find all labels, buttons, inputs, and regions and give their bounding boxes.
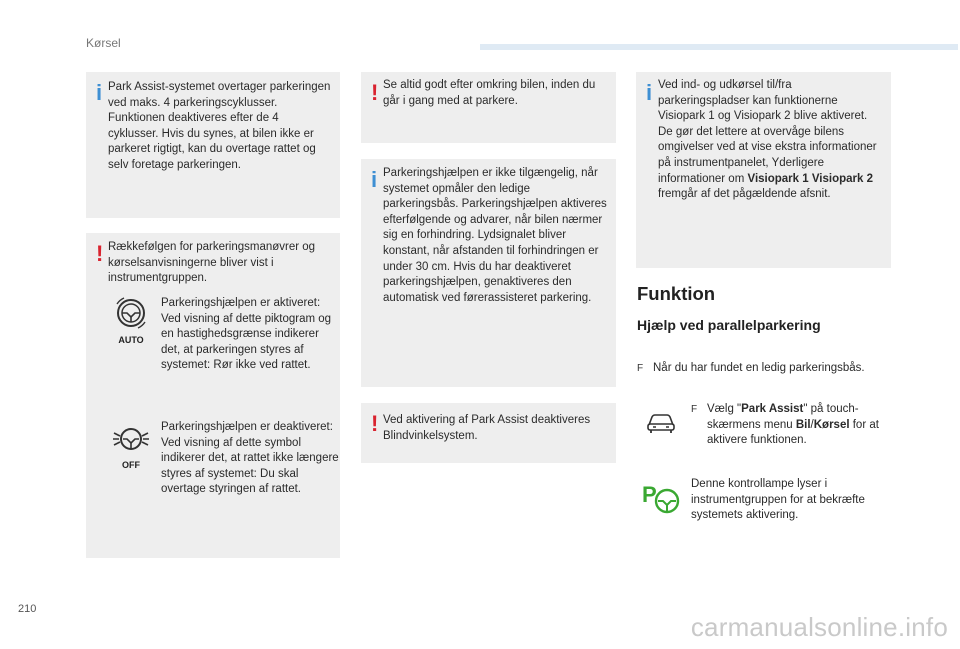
watermark: carmanualsonline.info (690, 612, 948, 642)
auto-description: Parkeringshjælpen er aktiveret: Ved visning af dette piktogram og en hastighedsgrænse indikerer det, at parkeringen styres af systemet: Rør ikke ved rattet. (161, 297, 332, 372)
warning-box-text: Ved aktivering af Park Assist deaktiveres Blindvinkelsystem. (383, 414, 591, 442)
warning-box-sequence (86, 233, 340, 558)
info-icon: i (96, 80, 103, 105)
step2-korsel: Kørsel (813, 418, 850, 431)
section-subtitle: Hjælp ved parallelparkering (637, 317, 821, 333)
section-title: Funktion (637, 283, 716, 304)
step-1-text: Når du har fundet en ledig parkeringsbås. (653, 362, 865, 374)
car-icon (646, 412, 676, 434)
step-2-text (707, 402, 885, 449)
step2-slash: / (810, 418, 814, 431)
warning-icon: ! (96, 241, 104, 266)
off-description: Parkeringshjælpen er deaktiveret: Ved visning af dette symbol indikerer det, at rattet ikke længere styres af systemet: Du skal overtage styringen af rattet. (161, 421, 339, 496)
page-number: 210 (18, 603, 37, 615)
warning-box-text: Rækkefølgen for parkeringsmanøvrer og kørselsanvisningerne bliver vist i instrumentgruppen. (108, 241, 316, 285)
info-box-text: Park Assist-systemet overtager parkeringen ved maks. 4 parkeringscyklusser. Funktionen deaktiveres efter de 4 cyklusser. Hvis du synes, at bilen ikke er parkeret rigtigt, kan du overtage rattet og selv foretage parkeringen. (108, 81, 331, 171)
steering-off-icon (112, 423, 150, 473)
step-marker: F (691, 404, 698, 415)
visiopark-text-post: fremgår af det pågældende afsnit. (658, 188, 831, 201)
info-icon: i (646, 80, 653, 105)
info-box-visiopark (636, 72, 891, 268)
info-icon: i (371, 167, 378, 192)
warning-box-blind-spot (361, 403, 616, 463)
info-box-parking-sensors (361, 159, 616, 387)
off-label: OFF (122, 460, 140, 470)
visiopark-text-pre: Ved ind- og udkørsel til/fra parkeringspladser kan funktionerne Visiopark 1 og Visiopark 2 blive aktiveret. De gør det lettere at overvåge bilens omgivelser ved at vise ekstra informationer på instrumentpanelet, Yderligere informationer om (658, 79, 877, 185)
step2-post: for at aktivere funktionen. (707, 418, 879, 447)
warning-icon: ! (371, 411, 379, 436)
visiopark-text-bold: Visiopark 1 Visiopark 2 (747, 172, 873, 185)
step-marker: F (637, 363, 644, 374)
step2-park-assist: Park Assist (741, 403, 804, 415)
park-assist-lamp-icon (640, 480, 682, 516)
info-box-park-assist-cycles (86, 72, 340, 218)
lamp-description: Denne kontrollampe lyser i instrumentgruppen for at bekræfte systemets aktivering. (691, 478, 865, 522)
step2-bil: Bil (795, 418, 811, 431)
warning-box-text: Se altid godt efter omkring bilen, inden du går i gang med at parkere. (383, 79, 596, 107)
warning-icon: ! (371, 80, 379, 105)
info-box-text (658, 78, 883, 203)
header-section-label: Kørsel (86, 36, 121, 50)
lamp-letter: P (642, 482, 657, 507)
info-box-text: Parkeringshjælpen er ikke tilgængelig, når systemet opmåler den ledige parkeringsbås. Parkeringshjælpen aktiveres efterfølgende og advarer, når bilen nærmer sig en forhindring. Lydsignalet bliver konstant, når afstanden til forhindringen er under 30 cm. Hvis du har deaktiveret parkeringshjælpen, genaktiveres den automatisk ved førerassisteret parkering. (383, 167, 607, 304)
step2-pre: Vælg " (707, 403, 742, 415)
step2-mid: " på touch-skærmens menu (707, 403, 859, 431)
auto-label: AUTO (118, 335, 144, 345)
header-bar (480, 44, 958, 50)
steering-auto-icon (112, 296, 150, 346)
warning-box-look-around (361, 72, 616, 143)
